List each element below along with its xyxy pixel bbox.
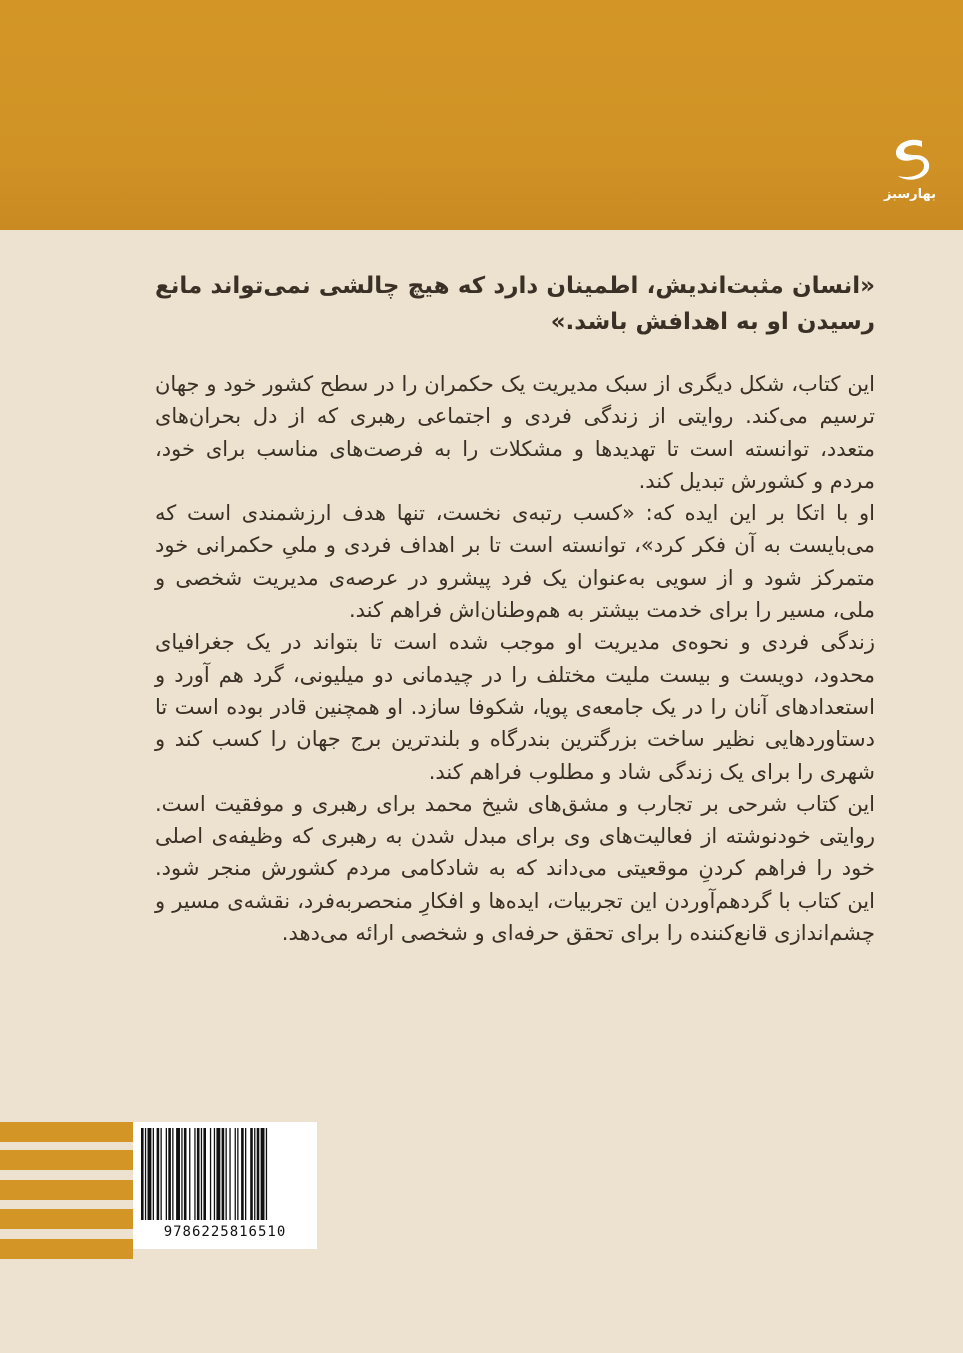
barcode-bar bbox=[266, 1128, 267, 1220]
publisher-logo-icon bbox=[888, 135, 932, 185]
barcode-bar bbox=[226, 1128, 227, 1220]
barcode-bar bbox=[168, 1128, 171, 1220]
barcode-bar bbox=[254, 1128, 255, 1220]
barcode-bar bbox=[157, 1128, 160, 1220]
top-color-band bbox=[0, 0, 963, 230]
blurb-paragraph: این کتاب شرحی بر تجارب و مشق‌های شیخ محمد برای رهبری و موفقیت است. روایتی خودنوشته از فعالیت‌های وی برای مبدل شدن به رهبری که وظیفه‌ی اصلی خود را فراهم کردنِ موقعیتی می‌داند که به شادکامی مردم کشورش منجر شود. این کتاب با گردهم‌آوردن این تجربیات، ایده‌ها و افکارِ منحصربه‌فرد، نقشه‌ی مسیر و چشم‌اندازی قانع‌کننده را برای تحقق حرفه‌ای و شخصی ارائه می‌دهد. bbox=[155, 791, 875, 946]
decorative-stripes bbox=[0, 1122, 133, 1259]
barcode-bar bbox=[172, 1128, 173, 1220]
blurb-paragraph: زندگی فردی و نحوه‌ی مدیریت او موجب شده است تا بتواند در یک جغرافیای محدود، دویست و بیست ملیت مختلف را در چیدمانی دو میلیونی، گرد هم آورد و استعدادهای آنان را در یک جامعه‌ی پویا، شکوفا سازد. او همچنین قادر بوده است تا دستاوردهایی نظیر ساخت بزرگترین بندرگاه و بلندترین برج جهان را کسب کند و شهری را برای یک زندگی شاد و مطلوب فراهم کند. bbox=[155, 630, 875, 784]
barcode-bar bbox=[203, 1128, 206, 1220]
barcode-bar bbox=[245, 1128, 246, 1220]
barcode-bars bbox=[141, 1128, 309, 1222]
barcode-bar bbox=[189, 1128, 190, 1220]
barcode-bar bbox=[210, 1128, 211, 1220]
barcode-bar bbox=[229, 1128, 230, 1220]
barcode-bar bbox=[241, 1128, 244, 1220]
barcode-bar bbox=[261, 1128, 265, 1220]
barcode-bar bbox=[166, 1128, 167, 1220]
barcode-bar bbox=[184, 1128, 187, 1220]
barcode-bar bbox=[201, 1128, 202, 1220]
barcode-bar bbox=[176, 1128, 180, 1220]
barcode-bar bbox=[148, 1128, 152, 1220]
barcode-bar bbox=[235, 1128, 236, 1220]
stripe bbox=[0, 1150, 133, 1170]
barcode-bar bbox=[161, 1128, 162, 1220]
barcode-bar bbox=[250, 1128, 253, 1220]
isbn-number: 9786225816510 bbox=[163, 1224, 287, 1240]
barcode-bar bbox=[222, 1128, 225, 1220]
publisher-name: بهارسبز bbox=[883, 187, 936, 202]
barcode-bar bbox=[194, 1128, 195, 1220]
stripe bbox=[0, 1180, 133, 1200]
barcode-bar bbox=[153, 1128, 154, 1220]
barcode-bar bbox=[181, 1128, 182, 1220]
barcode-bar bbox=[216, 1128, 220, 1220]
publisher-logo bbox=[880, 135, 940, 225]
stripe bbox=[0, 1122, 133, 1142]
barcode-bar bbox=[237, 1128, 238, 1220]
barcode-bar bbox=[141, 1128, 144, 1220]
barcode-bar bbox=[197, 1128, 200, 1220]
blurb-paragraph: این کتاب، شکل دیگری از سبک مدیریت یک حکمران را در سطح کشور خود و جهان ترسیم می‌کند. روایتی از زندگی فردی و اجتماعی رهبری که از دل بحران‌های متعدد، توانسته است تا تهدیدها و مشکلات را به فرصت‌های مناسب برای خود، مردم و کشورش تبدیل کند. bbox=[155, 372, 875, 493]
barcode-bar bbox=[145, 1128, 146, 1220]
barcode-bar bbox=[257, 1128, 260, 1220]
back-cover-quote: «انسان مثبت‌اندیش، اطمینان دارد که هیچ چالشی نمی‌تواند مانع رسیدن او به اهدافش باشد.» bbox=[155, 273, 875, 335]
isbn-barcode bbox=[133, 1122, 317, 1249]
back-cover-blurb bbox=[155, 368, 875, 949]
blurb-paragraph: او با اتکا بر این ایده که: «کسب رتبه‌ی نخست، تنها هدف ارزشمندی است که می‌بایست به آن فکر کرد»، توانسته است تا بر اهداف فردی و ملیِ حکمرانی خود متمرکز شود و از سویی به‌عنوان یک فرد پیشرو در عرصه‌ی مدیریت شخصی و ملی، مسیر را برای خدمت بیشتر به هم‌وطنان‌اش فراهم کند. bbox=[155, 501, 875, 623]
barcode-bar bbox=[214, 1128, 215, 1220]
stripe bbox=[0, 1239, 133, 1259]
stripe bbox=[0, 1209, 133, 1229]
